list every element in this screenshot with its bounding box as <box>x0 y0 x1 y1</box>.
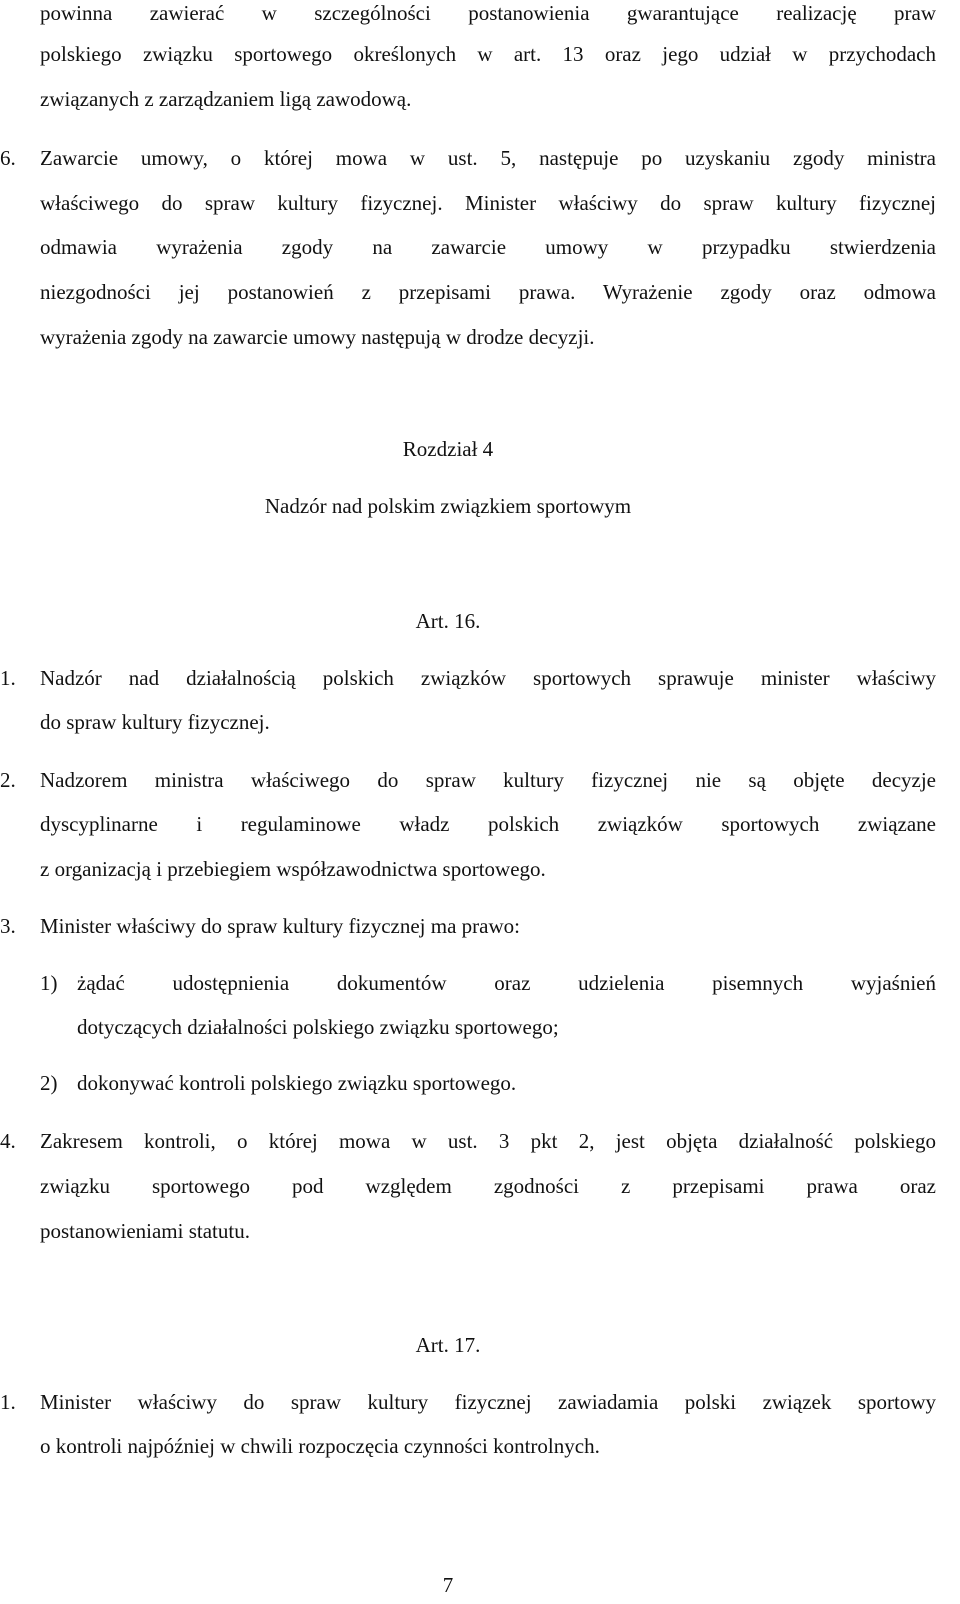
art-16-paragraph-1-line-1: Nadzór nad działalnością polskich związków sportowych sprawuje minister właściwy <box>40 666 936 690</box>
intro-line-1: powinna zawierać w szczególności postanowienia gwarantujące realizację praw <box>40 1 936 25</box>
paragraph-6-line-2: właściwego do spraw kultury fizycznej. Minister właściwy do spraw kultury fizycznej <box>40 191 936 215</box>
paragraph-6-line-4: niezgodności jej postanowień z przepisami prawa. Wyrażenie zgody oraz odmowa <box>40 280 936 304</box>
paragraph-6-line-5: wyrażenia zgody na zawarcie umowy następują w drodze decyzji. <box>40 325 595 349</box>
intro-line-3: związanych z zarządzaniem ligą zawodową. <box>40 87 412 111</box>
art-16-paragraph-2-line-2: dyscyplinarne i regulaminowe władz polskich związków sportowych związane <box>40 812 936 836</box>
art-16-heading: Art. 16. <box>415 609 481 633</box>
art-16-item-2-line-1: dokonywać kontroli polskiego związku sportowego. <box>77 1071 517 1095</box>
art-16-paragraph-1-number: 1. <box>0 666 16 690</box>
art-16-paragraph-3-line-1: Minister właściwy do spraw kultury fizycznej ma prawo: <box>40 914 520 938</box>
art-17-paragraph-1-line-2: o kontroli najpóźniej w chwili rozpoczęcia czynności kontrolnych. <box>40 1434 600 1458</box>
art-16-paragraph-4-number: 4. <box>0 1129 16 1153</box>
art-16-paragraph-4-line-2: związku sportowego pod względem zgodności z przepisami prawa oraz <box>40 1174 936 1198</box>
paragraph-6-line-1: Zawarcie umowy, o której mowa w ust. 5, następuje po uzyskaniu zgody ministra <box>40 146 936 170</box>
chapter-title: Nadzór nad polskim związkiem sportowym <box>264 494 632 518</box>
page-number: 7 <box>442 1573 454 1597</box>
art-16-paragraph-3-number: 3. <box>0 914 16 938</box>
art-16-item-1-line-2: dotyczących działalności polskiego związku sportowego; <box>77 1015 559 1039</box>
art-16-paragraph-2-line-1: Nadzorem ministra właściwego do spraw kultury fizycznej nie są objęte decyzje <box>40 768 936 792</box>
intro-line-2: polskiego związku sportowego określonych w art. 13 oraz jego udział w przychodach <box>40 42 936 66</box>
art-16-item-1-line-1: żądać udostępnienia dokumentów oraz udzielenia pisemnych wyjaśnień <box>77 971 936 995</box>
art-16-paragraph-4-line-3: postanowieniami statutu. <box>40 1219 250 1243</box>
art-16-paragraph-2-number: 2. <box>0 768 16 792</box>
art-16-paragraph-1-line-2: do spraw kultury fizycznej. <box>40 710 270 734</box>
art-17-paragraph-1-number: 1. <box>0 1390 16 1414</box>
art-16-item-1-number: 1) <box>40 971 58 995</box>
art-16-paragraph-4-line-1: Zakresem kontroli, o której mowa w ust. 3 pkt 2, jest objęta działalność polskiego <box>40 1129 936 1153</box>
chapter-number: Rozdział 4 <box>402 437 494 461</box>
art-16-item-2-number: 2) <box>40 1071 58 1095</box>
art-17-heading: Art. 17. <box>415 1333 481 1357</box>
art-17-paragraph-1-line-1: Minister właściwy do spraw kultury fizycznej zawiadamia polski związek sportowy <box>40 1390 936 1414</box>
paragraph-6-line-3: odmawia wyrażenia zgody na zawarcie umowy w przypadku stwierdzenia <box>40 235 936 259</box>
art-16-paragraph-2-line-3: z organizacją i przebiegiem współzawodnictwa sportowego. <box>40 857 546 881</box>
paragraph-6-number: 6. <box>0 146 16 170</box>
